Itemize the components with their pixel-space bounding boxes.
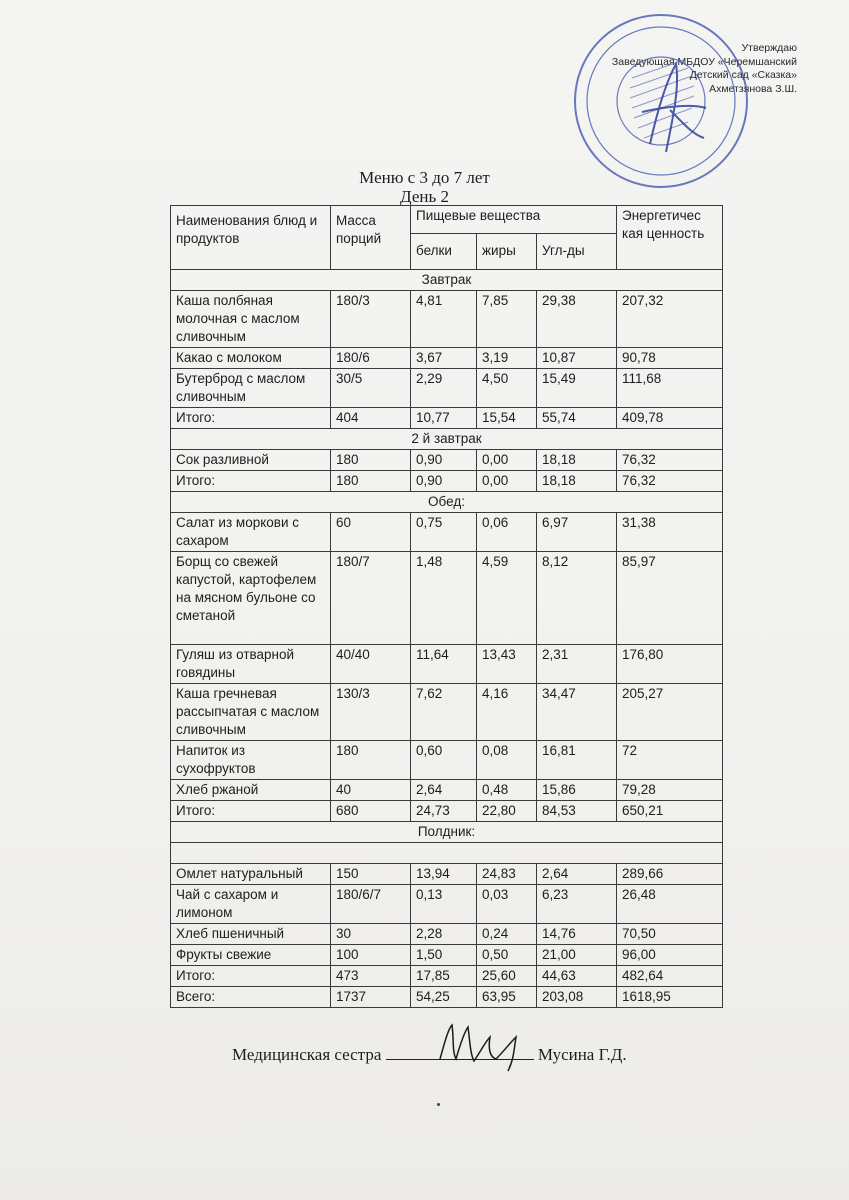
- cell-carbs: 84,53: [537, 801, 617, 822]
- total-fat: 63,95: [477, 987, 537, 1008]
- table-row: [171, 369, 723, 408]
- cell-mass: 130/3: [331, 684, 411, 741]
- section-title: Полдник:: [171, 822, 723, 843]
- cell-fat: 0,48: [477, 780, 537, 801]
- cell-name: Борщ со свежей капустой, картофелем на мясном бульоне со сметаной: [171, 552, 331, 645]
- cell-mass: 180/6/7: [331, 885, 411, 924]
- cell-carbs: 34,47: [537, 684, 617, 741]
- table-row: [171, 684, 723, 741]
- cell-name: Чай с сахаром и лимоном: [171, 885, 331, 924]
- empty-cell: [171, 843, 723, 864]
- section-row: [171, 429, 723, 450]
- cell-carbs: 14,76: [537, 924, 617, 945]
- cell-energy: 85,97: [617, 552, 723, 645]
- cell-protein: 10,77: [411, 408, 477, 429]
- cell-protein: 3,67: [411, 348, 477, 369]
- table-row: [171, 924, 723, 945]
- cell-name: Итого:: [171, 471, 331, 492]
- cell-energy: 26,48: [617, 885, 723, 924]
- table-row: [171, 741, 723, 780]
- cell-energy: 111,68: [617, 369, 723, 408]
- table-row: [171, 885, 723, 924]
- cell-mass: 180: [331, 741, 411, 780]
- section-title: Завтрак: [171, 270, 723, 291]
- cell-protein: 0,90: [411, 471, 477, 492]
- cell-protein: 1,50: [411, 945, 477, 966]
- cell-energy: 176,80: [617, 645, 723, 684]
- cell-mass: 180/3: [331, 291, 411, 348]
- handwritten-signature: [430, 1015, 550, 1075]
- approval-line: Ахметзянова З.Ш.: [709, 82, 797, 95]
- cell-fat: 0,06: [477, 513, 537, 552]
- spacer-row: [171, 843, 723, 864]
- cell-carbs: 55,74: [537, 408, 617, 429]
- cell-energy: 650,21: [617, 801, 723, 822]
- cell-carbs: 10,87: [537, 348, 617, 369]
- cell-fat: 0,00: [477, 471, 537, 492]
- grand-total-row: [171, 987, 723, 1008]
- table-row: [171, 801, 723, 822]
- cell-name: Какао с молоком: [171, 348, 331, 369]
- cell-energy: 207,32: [617, 291, 723, 348]
- cell-name: Каша полбяная молочная с маслом сливочным: [171, 291, 331, 348]
- cell-energy: 90,78: [617, 348, 723, 369]
- cell-mass: 404: [331, 408, 411, 429]
- cell-protein: 11,64: [411, 645, 477, 684]
- cell-mass: 150: [331, 864, 411, 885]
- cell-carbs: 18,18: [537, 450, 617, 471]
- table-row: [171, 945, 723, 966]
- cell-energy: 79,28: [617, 780, 723, 801]
- cell-protein: 13,94: [411, 864, 477, 885]
- cell-name: Хлеб пшеничный: [171, 924, 331, 945]
- official-stamp: [572, 12, 750, 190]
- cell-carbs: 8,12: [537, 552, 617, 645]
- section-row: [171, 822, 723, 843]
- cell-energy: 482,64: [617, 966, 723, 987]
- section-title: 2 й завтрак: [171, 429, 723, 450]
- cell-energy: 76,32: [617, 450, 723, 471]
- section-title: Обед:: [171, 492, 723, 513]
- total-mass: 1737: [331, 987, 411, 1008]
- cell-fat: 25,60: [477, 966, 537, 987]
- cell-fat: 0,50: [477, 945, 537, 966]
- total-carbs: 203,08: [537, 987, 617, 1008]
- cell-energy: 289,66: [617, 864, 723, 885]
- signer-role: Медицинская сестра: [232, 1045, 382, 1064]
- cell-carbs: 44,63: [537, 966, 617, 987]
- cell-energy: 76,32: [617, 471, 723, 492]
- cell-name: Хлеб ржаной: [171, 780, 331, 801]
- cell-name: Итого:: [171, 408, 331, 429]
- section-row: [171, 492, 723, 513]
- cell-fat: 4,16: [477, 684, 537, 741]
- cell-fat: 0,00: [477, 450, 537, 471]
- cell-fat: 3,19: [477, 348, 537, 369]
- cell-mass: 40/40: [331, 645, 411, 684]
- cell-carbs: 6,97: [537, 513, 617, 552]
- cell-name: Итого:: [171, 801, 331, 822]
- cell-fat: 0,24: [477, 924, 537, 945]
- header-row: [171, 206, 723, 234]
- cell-fat: 4,59: [477, 552, 537, 645]
- cell-protein: 7,62: [411, 684, 477, 741]
- total-protein: 54,25: [411, 987, 477, 1008]
- cell-energy: 409,78: [617, 408, 723, 429]
- cell-mass: 180/7: [331, 552, 411, 645]
- cell-protein: 0,75: [411, 513, 477, 552]
- cell-carbs: 2,64: [537, 864, 617, 885]
- cell-fat: 24,83: [477, 864, 537, 885]
- cell-carbs: 15,86: [537, 780, 617, 801]
- total-energy: 1618,95: [617, 987, 723, 1008]
- cell-fat: 22,80: [477, 801, 537, 822]
- stray-mark: [437, 1103, 440, 1106]
- cell-fat: 4,50: [477, 369, 537, 408]
- cell-mass: 180: [331, 450, 411, 471]
- cell-name: Бутерброд с маслом сливочным: [171, 369, 331, 408]
- total-name: Всего:: [171, 987, 331, 1008]
- cell-carbs: 2,31: [537, 645, 617, 684]
- cell-protein: 0,60: [411, 741, 477, 780]
- cell-energy: 96,00: [617, 945, 723, 966]
- cell-energy: 70,50: [617, 924, 723, 945]
- cell-carbs: 6,23: [537, 885, 617, 924]
- table-row: [171, 471, 723, 492]
- table-row: [171, 645, 723, 684]
- cell-carbs: 15,49: [537, 369, 617, 408]
- cell-name: Гуляш из отварной говядины: [171, 645, 331, 684]
- table-row: [171, 552, 723, 645]
- cell-name: Итого:: [171, 966, 331, 987]
- header-energy: Энергетичес кая ценность: [617, 206, 723, 270]
- cell-mass: 40: [331, 780, 411, 801]
- header-fat: жиры: [477, 233, 537, 269]
- page-subtitle: День 2: [400, 187, 449, 206]
- cell-mass: 30/5: [331, 369, 411, 408]
- cell-name: Каша гречневая рассыпчатая с маслом сливочным: [171, 684, 331, 741]
- header-name: Наименования блюд и продуктов: [171, 206, 331, 270]
- cell-energy: 205,27: [617, 684, 723, 741]
- cell-fat: 15,54: [477, 408, 537, 429]
- cell-name: Сок разливной: [171, 450, 331, 471]
- approval-line: Заведующая МБДОУ «Черемшанский: [611, 55, 797, 68]
- cell-mass: 180/6: [331, 348, 411, 369]
- cell-protein: 4,81: [411, 291, 477, 348]
- cell-carbs: 29,38: [537, 291, 617, 348]
- cell-name: Омлет натуральный: [171, 864, 331, 885]
- menu-table-body: [171, 206, 723, 1008]
- section-row: [171, 270, 723, 291]
- table-row: [171, 780, 723, 801]
- cell-mass: 60: [331, 513, 411, 552]
- cell-protein: 0,13: [411, 885, 477, 924]
- table-row: [171, 291, 723, 348]
- table-row: [171, 864, 723, 885]
- cell-mass: 180: [331, 471, 411, 492]
- table-row: [171, 513, 723, 552]
- cell-fat: 7,85: [477, 291, 537, 348]
- cell-energy: 72: [617, 741, 723, 780]
- cell-mass: 473: [331, 966, 411, 987]
- signer-name: Мусина Г.Д.: [537, 1045, 627, 1064]
- header-mass: Масса порций: [331, 206, 411, 270]
- table-row: [171, 966, 723, 987]
- cell-name: Салат из моркови с сахаром: [171, 513, 331, 552]
- cell-protein: 2,28: [411, 924, 477, 945]
- cell-energy: 31,38: [617, 513, 723, 552]
- cell-carbs: 21,00: [537, 945, 617, 966]
- table-row: [171, 408, 723, 429]
- header-nutrients: Пищевые вещества: [411, 206, 617, 234]
- cell-name: Фрукты свежие: [171, 945, 331, 966]
- table-row: [171, 450, 723, 471]
- cell-protein: 24,73: [411, 801, 477, 822]
- menu-table: [170, 205, 723, 1008]
- cell-fat: 13,43: [477, 645, 537, 684]
- cell-mass: 680: [331, 801, 411, 822]
- cell-protein: 2,29: [411, 369, 477, 408]
- cell-protein: 17,85: [411, 966, 477, 987]
- cell-mass: 30: [331, 924, 411, 945]
- table-row: [171, 348, 723, 369]
- cell-fat: 0,03: [477, 885, 537, 924]
- header-protein: белки: [411, 233, 477, 269]
- header-carbs: Угл-ды: [537, 233, 617, 269]
- cell-mass: 100: [331, 945, 411, 966]
- cell-protein: 1,48: [411, 552, 477, 645]
- cell-name: Напиток из сухофруктов: [171, 741, 331, 780]
- cell-fat: 0,08: [477, 741, 537, 780]
- cell-protein: 0,90: [411, 450, 477, 471]
- approval-line: Утверждаю: [741, 42, 797, 54]
- approval-line: Детский сад «Сказка»: [689, 69, 797, 81]
- page-title: Меню с 3 до 7 лет: [359, 168, 490, 187]
- cell-carbs: 18,18: [537, 471, 617, 492]
- cell-carbs: 16,81: [537, 741, 617, 780]
- cell-protein: 2,64: [411, 780, 477, 801]
